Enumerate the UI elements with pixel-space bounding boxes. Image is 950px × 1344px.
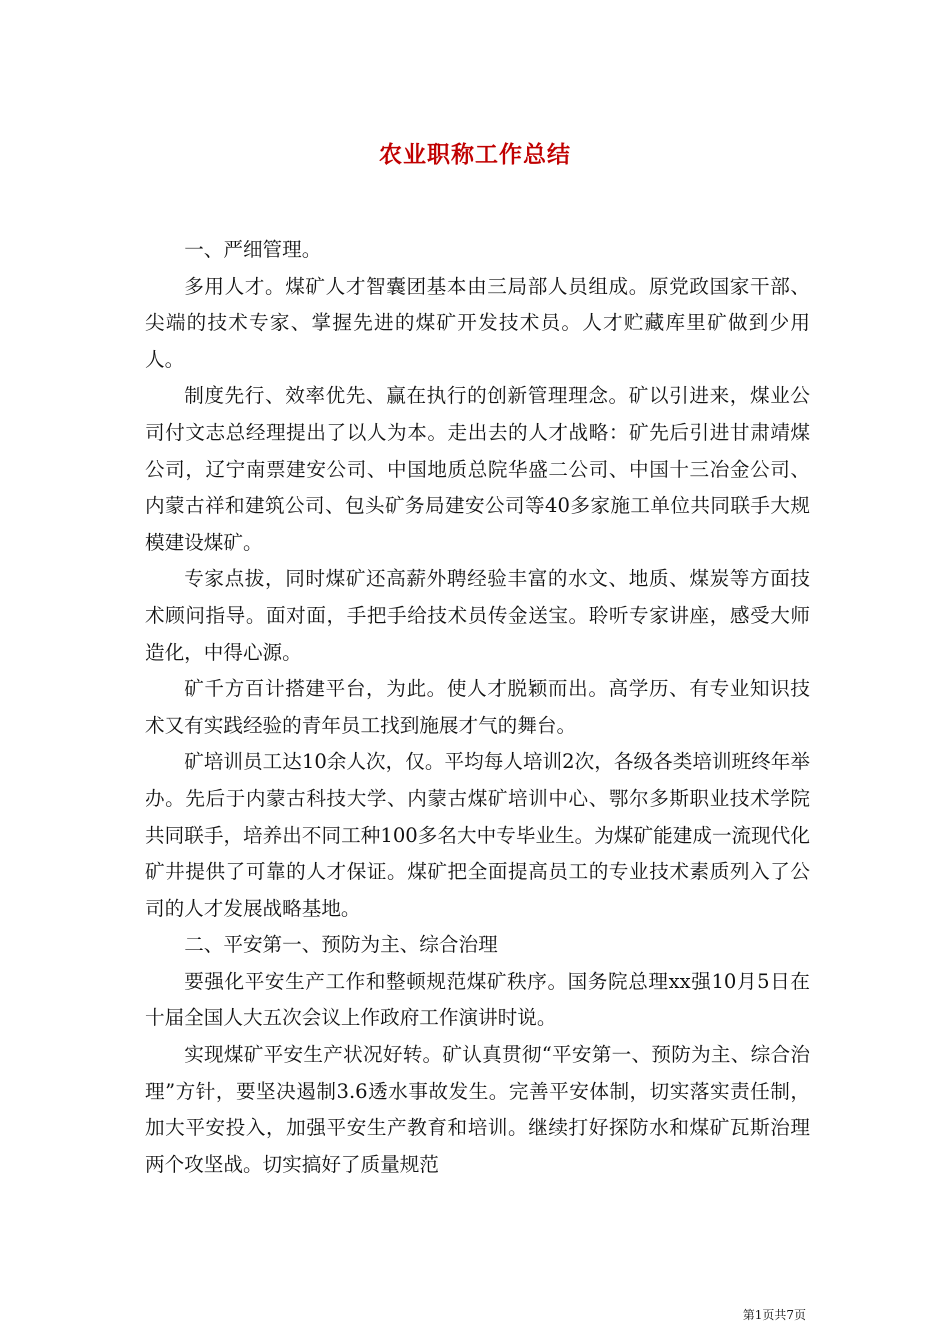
document-body — [145, 232, 810, 1183]
document-title: 农业职称工作总结 — [379, 141, 571, 168]
paragraph: 实现煤矿平安生产状况好转。矿认真贯彻“平安第一、预防为主、综合治理”方针，要坚决遏制3.6透水事故发生。完善平安体制，切实落实责任制，加大平安投入，加强平安生产教育和培训。继续打好探防水和煤矿瓦斯治理两个攻坚战。切实搞好了质量规范 — [145, 1043, 810, 1176]
paragraph: 多用人才。煤矿人才智囊团基本由三局部人员组成。原党政国家干部、尖端的技术专家、掌握先进的煤矿开发技术员。人才贮藏库里矿做到少用人。 — [145, 274, 810, 371]
paragraph-section-heading-1: 一、严细管理。 — [184, 238, 322, 261]
paragraph: 要强化平安生产工作和整顿规范煤矿秩序。国务院总理xx强10月5日在十届全国人大五次会议上作政府工作演讲时说。 — [145, 969, 810, 1030]
page-number: 第1页共7页 — [742, 1308, 806, 1322]
paragraph: 专家点拔，同时煤矿还高薪外聘经验丰富的水文、地质、煤炭等方面技术顾问指导。面对面，手把手给技术员传金送宝。聆听专家讲座，感受大师造化，中得心源。 — [145, 567, 810, 664]
paragraph: 矿培训员工达10余人次，仅。平均每人培训2次，各级各类培训班终年举办。先后于内蒙古科技大学、内蒙古煤矿培训中心、鄂尔多斯职业技术学院共同联手，培养出不同工种100多名大中专毕业生。为煤矿能建成一流现代化矿井提供了可靠的人才保证。煤矿把全面提高员工的专业技术素质列入了公司的人才发展战略基地。 — [145, 750, 810, 920]
paragraph-section-heading-2: 二、平安第一、预防为主、综合治理 — [184, 933, 498, 957]
paragraph: 制度先行、效率优先、赢在执行的创新管理理念。矿以引进来，煤业公司付文志总经理提出了以人为本。走出去的人才战略：矿先后引进甘肃靖煤公司，辽宁南票建安公司、中国地质总院华盛二公司、中国十三冶金公司、内蒙古祥和建筑公司、包头矿务局建安公司等40多家施工单位共同联手大规模建设煤矿。 — [145, 384, 810, 554]
paragraph: 矿千方百计搭建平台，为此。使人才脱颖而出。高学历、有专业知识技术又有实践经验的青年员工找到施展才气的舞台。 — [145, 677, 810, 737]
